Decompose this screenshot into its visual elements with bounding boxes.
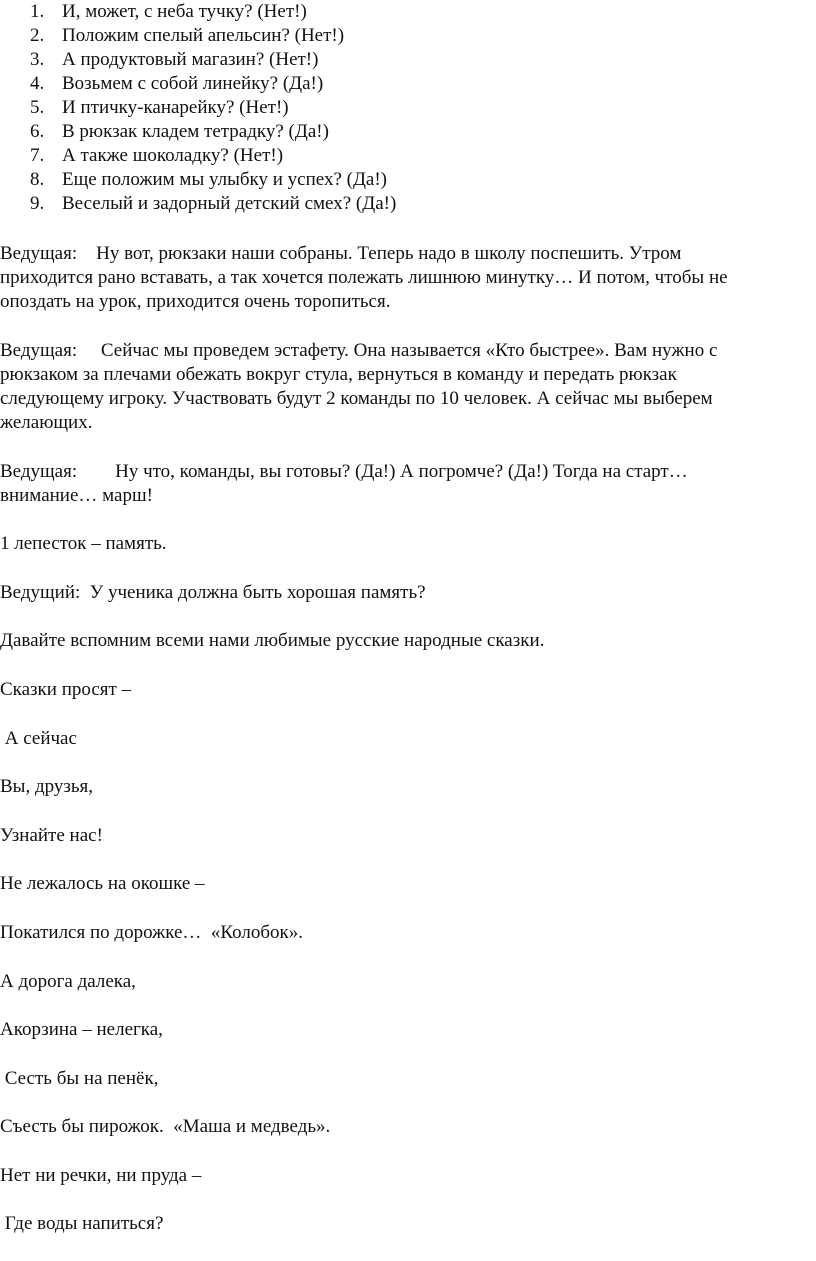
paragraph-line: рюкзаком за плечами обежать вокруг стула, вернуться в команду и передать рюкзак [0, 364, 677, 385]
list-item-number: 8. [30, 169, 45, 190]
text-line: Акорзина – нелегка, [0, 1019, 163, 1040]
text-line: Давайте вспомним всеми нами любимые русские народные сказки. [0, 630, 545, 651]
list-item-text: Еще положим мы улыбку и успех? (Да!) [62, 169, 388, 190]
text-line: Не лежалось на окошке – [0, 873, 205, 894]
list-item-number: 2. [30, 25, 45, 46]
text-line: Узнайте нас! [0, 825, 103, 846]
paragraph-line: Ведущая: Ну вот, рюкзаки наши собраны. Теперь надо в школу поспешить. Утром [0, 243, 682, 264]
paragraph-line: внимание… марш! [0, 485, 153, 506]
text-line: 1 лепесток – память. [0, 533, 167, 554]
list-item-number: 5. [30, 97, 45, 118]
list-item-text: А также шоколадку? (Нет!) [62, 145, 284, 166]
list-item-text: Положим спелый апельсин? (Нет!) [62, 25, 345, 46]
list-item-text: В рюкзак кладем тетрадку? (Да!) [62, 121, 329, 142]
list-item-number: 1. [30, 1, 45, 22]
text-line: Нет ни речки, ни пруда – [0, 1165, 202, 1186]
text-line: Съесть бы пирожок. «Маша и медведь». [0, 1116, 331, 1137]
paragraph-line: приходится рано вставать, а так хочется полежать лишнюю минутку… И потом, чтобы не [0, 267, 728, 288]
text-line: А дорога далека, [0, 971, 136, 992]
list-item-text: И, может, с неба тучку? (Нет!) [62, 1, 307, 22]
text-line: А сейчас [0, 728, 77, 749]
list-item-text: И птичку-канарейку? (Нет!) [62, 97, 289, 118]
text-line: Где воды напиться? [0, 1213, 164, 1234]
text-line: Ведущий: У ученика должна быть хорошая память? [0, 582, 426, 603]
list-item-text: Возьмем с собой линейку? (Да!) [62, 73, 324, 94]
paragraph-line: Ведущая: Сейчас мы проведем эстафету. Она называется «Кто быстрее». Вам нужно с [0, 340, 718, 361]
list-item-text: А продуктовый магазин? (Нет!) [62, 49, 319, 70]
text-line: Покатился по дорожке… «Колобок». [0, 922, 304, 943]
list-item-number: 4. [30, 73, 45, 94]
text-line: Сказки просят – [0, 679, 132, 700]
paragraph-line: следующему игроку. Участвовать будут 2 команды по 10 человек. А сейчас мы выберем [0, 388, 713, 409]
paragraph-line: опоздать на урок, приходится очень торопиться. [0, 291, 391, 312]
list-item-number: 9. [30, 193, 45, 214]
text-line: Вы, друзья, [0, 776, 94, 797]
list-item-text: Веселый и задорный детский смех? (Да!) [62, 193, 397, 214]
paragraph-line: желающих. [0, 412, 93, 433]
text-line: Сесть бы на пенёк, [0, 1068, 159, 1089]
list-item-number: 6. [30, 121, 45, 142]
list-item-number: 3. [30, 49, 45, 70]
paragraph-line: Ведущая: Ну что, команды, вы готовы? (Да!) А погромче? (Да!) Тогда на старт… [0, 461, 688, 482]
list-item-number: 7. [30, 145, 45, 166]
